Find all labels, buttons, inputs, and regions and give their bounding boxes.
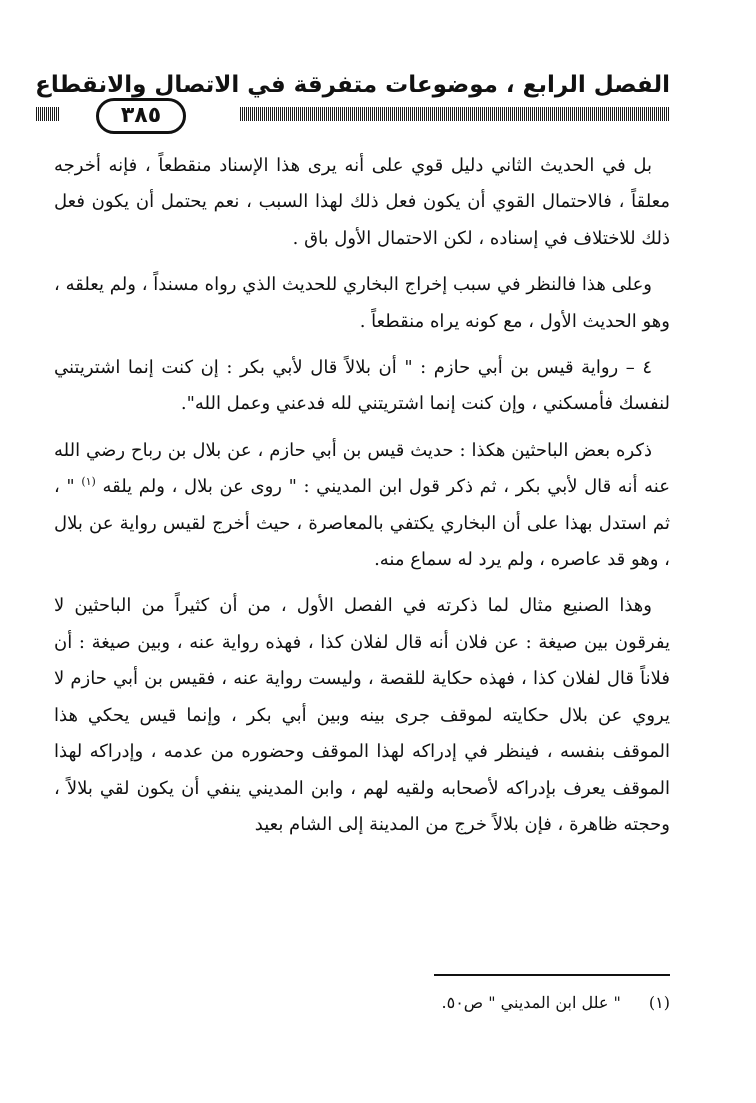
paragraph: ٤ – رواية قيس بن أبي حازم : " أن بلالاً قال لأبي بكر : إن كنت إنما اشتريتني لنفسك فأمسكني ، وإن كنت إنما اشتريتني لله فدعني وعمل الله". — [54, 357, 670, 415]
paragraph: وعلى هذا فالنظر في سبب إخراج البخاري للحديث الذي رواه مسنداً ، ولم يعلقه ، وهو الحديث الأول ، مع كونه يراه منقطعاً . — [54, 274, 670, 332]
page-number: ٣٨٥ — [96, 98, 186, 134]
header-rule-end — [36, 107, 60, 121]
chapter-title: الفصل الرابع ، موضوعات متفرقة في الاتصال والانقطاع — [35, 72, 670, 98]
header-rule — [240, 107, 670, 121]
footnote-divider — [434, 974, 670, 976]
paragraph-with-footnote — [54, 433, 670, 579]
footnote — [54, 988, 670, 1018]
footnote-text: " علل ابن المديني " ص٥٠. — [441, 993, 621, 1012]
body-text — [54, 148, 670, 853]
paragraph: بل في الحديث الثاني دليل قوي على أنه يرى هذا الإسناد منقطعاً ، فإنه أخرجه معلقاً ، فالاحتمال القوي أن يكون فعل ذلك لهذا السبب ، نعم يحتمل أن يكون فعل ذلك للاختلاف في إسناده ، لكن الاحتمال الأول باق . — [54, 155, 670, 249]
footnote-number: (١) — [648, 993, 670, 1012]
paragraph-text: ذكره بعض الباحثين هكذا : حديث قيس بن أبي حازم ، عن بلال بن رباح رضي الله عنه أنه قال لأبي بكر ، ثم ذكر قول ابن المديني : " روى عن بلال ، ولم يلقه — [54, 439, 670, 498]
paragraph-text: " ، ثم استدل بهذا على أن البخاري يكتفي بالمعاصرة ، حيث أخرج لقيس رواية عن بلال ، وهو قد عاصره ، ولم يرد له سماع منه. — [54, 476, 670, 571]
paragraph: وهذا الصنيع مثال لما ذكرته في الفصل الأول ، من أن كثيراً من الباحثين لا يفرقون بين صيغة : عن فلان أنه قال لفلان كذا ، فهذه رواية عنه ، وبين صيغة : أن فلاناً قال لفلان كذا ، فهذه حكاية للقصة ، وليست رواية عنه ، فقيس بن أبي حازم لا يروي عن بلال حكايته لموقف جرى بينه وبين أبي بكر ، وإنما قيس يحكي هذا الموقف بنفسه ، فينظر في إدراكه لهذا الموقف وحضوره من عدمه ، وإدراكه لهذا الموقف يعرف بإدراكه لأصحابه ولقيه لهم ، وابن المديني ينفي أن يكون لقي بلالاً ، وحجته ظاهرة ، فإن بلالاً خرج من المدينة إلى الشام بعيد — [54, 595, 670, 835]
footnote-reference[interactable]: (١) — [81, 475, 96, 489]
